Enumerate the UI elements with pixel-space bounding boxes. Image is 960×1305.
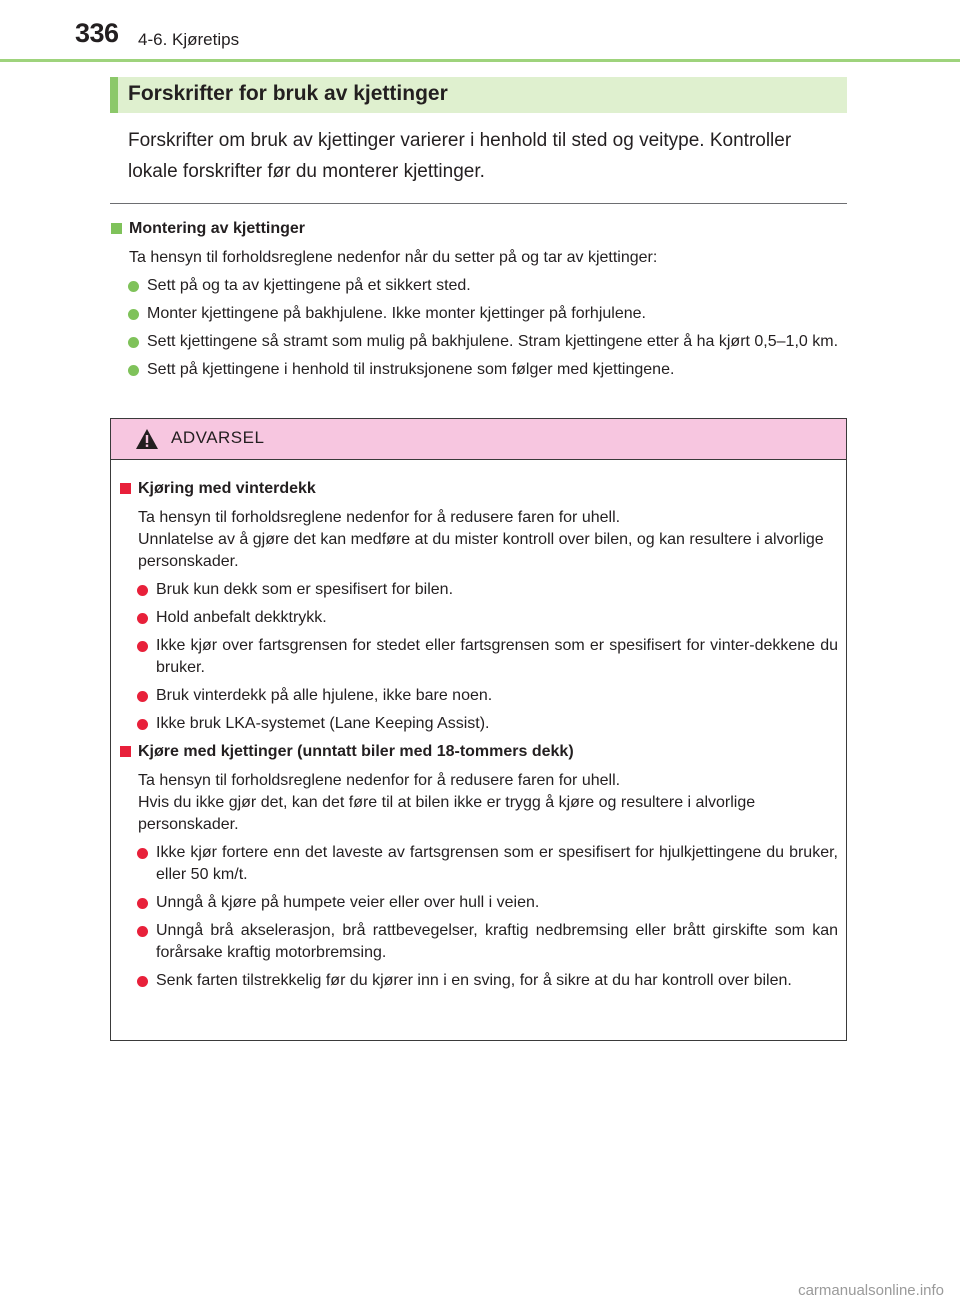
list-item — [110, 275, 846, 297]
round-bullet-icon — [137, 719, 148, 730]
list-item — [119, 713, 838, 735]
mounting-subheading — [110, 218, 846, 240]
list-item-text: Unngå å kjøre på humpete veier eller over hull i veien. — [156, 894, 540, 911]
list-item — [110, 303, 846, 325]
list-item — [119, 892, 838, 914]
footer-watermark-link[interactable]: carmanualsonline.info — [798, 1282, 944, 1299]
round-bullet-icon — [137, 898, 148, 909]
warning-lead — [119, 507, 838, 573]
list-item-text: Bruk kun dekk som er spesifisert for bilen. — [156, 581, 454, 598]
list-item — [110, 331, 846, 353]
round-bullet-icon — [137, 848, 148, 859]
list-item — [119, 685, 838, 707]
warning-title: ADVARSEL — [171, 428, 265, 447]
list-item — [119, 579, 838, 601]
list-item-text: Monter kjettingene på bakhjulene. Ikke monter kjettinger på forhjulene. — [147, 305, 646, 322]
list-item — [119, 635, 838, 679]
round-bullet-icon — [137, 691, 148, 702]
list-item-text: Ikke kjør over fartsgrensen for stedet eller fartsgrensen som er spesifisert for vinter-dekkene du bruker. — [156, 637, 838, 676]
section-title: 4-6. Kjøretips — [138, 30, 240, 49]
round-bullet-icon — [128, 281, 139, 292]
warning-lead-line: Unnlatelse av å gjøre det kan medføre at du mister kontroll over bilen, og kan resultere i alvorlige personskader. — [138, 531, 824, 570]
warning-lead-line: Hvis du ikke gjør det, kan det føre til at bilen ikke er trygg å kjøre og resultere i alvorlige personskader. — [138, 794, 756, 833]
list-item-text: Hold anbefalt dekktrykk. — [156, 609, 327, 626]
warning-body — [111, 460, 846, 992]
separator-rule — [110, 203, 847, 204]
warning-header — [111, 419, 846, 460]
round-bullet-icon — [128, 337, 139, 348]
header-rule — [0, 59, 960, 62]
square-bullet-icon — [111, 223, 122, 234]
green-heading — [110, 77, 847, 113]
warning-subheading — [119, 478, 838, 500]
round-bullet-icon — [137, 926, 148, 937]
square-bullet-icon — [120, 483, 131, 494]
list-item — [110, 359, 846, 381]
warning-subheading-text: Kjøring med vinterdekk — [138, 480, 316, 497]
square-bullet-icon — [120, 746, 131, 757]
list-item-text: Ikke kjør fortere enn det laveste av fartsgrensen som er spesifisert for hjulkjettingene du bruker, eller 50 km/t. — [156, 844, 838, 883]
list-item — [119, 842, 838, 886]
list-item-text: Sett kjettingene så stramt som mulig på bakhjulene. Stram kjettingene etter å ha kjørt 0,5–1,0 km. — [147, 333, 839, 350]
round-bullet-icon — [128, 309, 139, 320]
warning-box — [110, 418, 847, 1041]
list-item-text: Bruk vinterdekk på alle hjulene, ikke bare noen. — [156, 687, 493, 704]
mounting-title: Montering av kjettinger — [129, 220, 306, 237]
list-item-text: Ikke bruk LKA-systemet (Lane Keeping Assist). — [156, 715, 490, 732]
round-bullet-icon — [137, 641, 148, 652]
warning-subheading-text: Kjøre med kjettinger (unntatt biler med 18-tommers dekk) — [138, 743, 574, 760]
round-bullet-icon — [137, 976, 148, 987]
round-bullet-icon — [137, 613, 148, 624]
list-item — [119, 920, 838, 964]
mounting-lead: Ta hensyn til forholdsreglene nedenfor når du setter på og tar av kjettinger: — [129, 249, 658, 266]
list-item-text: Sett på kjettingene i henhold til instruksjonene som følger med kjettingene. — [147, 361, 675, 378]
list-item-text: Senk farten tilstrekkelig før du kjører inn i en sving, for å sikre at du har kontroll over bilen. — [156, 972, 792, 989]
list-item — [119, 970, 838, 992]
round-bullet-icon — [137, 585, 148, 596]
warning-subheading — [119, 741, 838, 763]
warning-lead — [119, 770, 838, 836]
warning-lead-line: Ta hensyn til forholdsreglene nedenfor for å redusere faren for uhell. — [138, 772, 621, 789]
mounting-section — [110, 218, 846, 381]
heading-text: Forskrifter for bruk av kjettinger — [128, 82, 448, 105]
warning-triangle-icon — [135, 428, 159, 450]
page-number: 336 — [75, 18, 119, 48]
list-item-text: Unngå brå akselerasjon, brå rattbevegelser, kraftig nedbremsing eller brått girskifte som kan forårsake kraftig motorbremsing. — [156, 922, 838, 961]
list-item — [119, 607, 838, 629]
round-bullet-icon — [128, 365, 139, 376]
warning-lead-line: Ta hensyn til forholdsreglene nedenfor for å redusere faren for uhell. — [138, 509, 621, 526]
list-item-text: Sett på og ta av kjettingene på et sikkert sted. — [147, 277, 471, 294]
intro-paragraph: Forskrifter om bruk av kjettinger varierer i henhold til sted og veitype. Kontroller lokale forskrifter før du monterer kjettinger. — [128, 130, 792, 182]
